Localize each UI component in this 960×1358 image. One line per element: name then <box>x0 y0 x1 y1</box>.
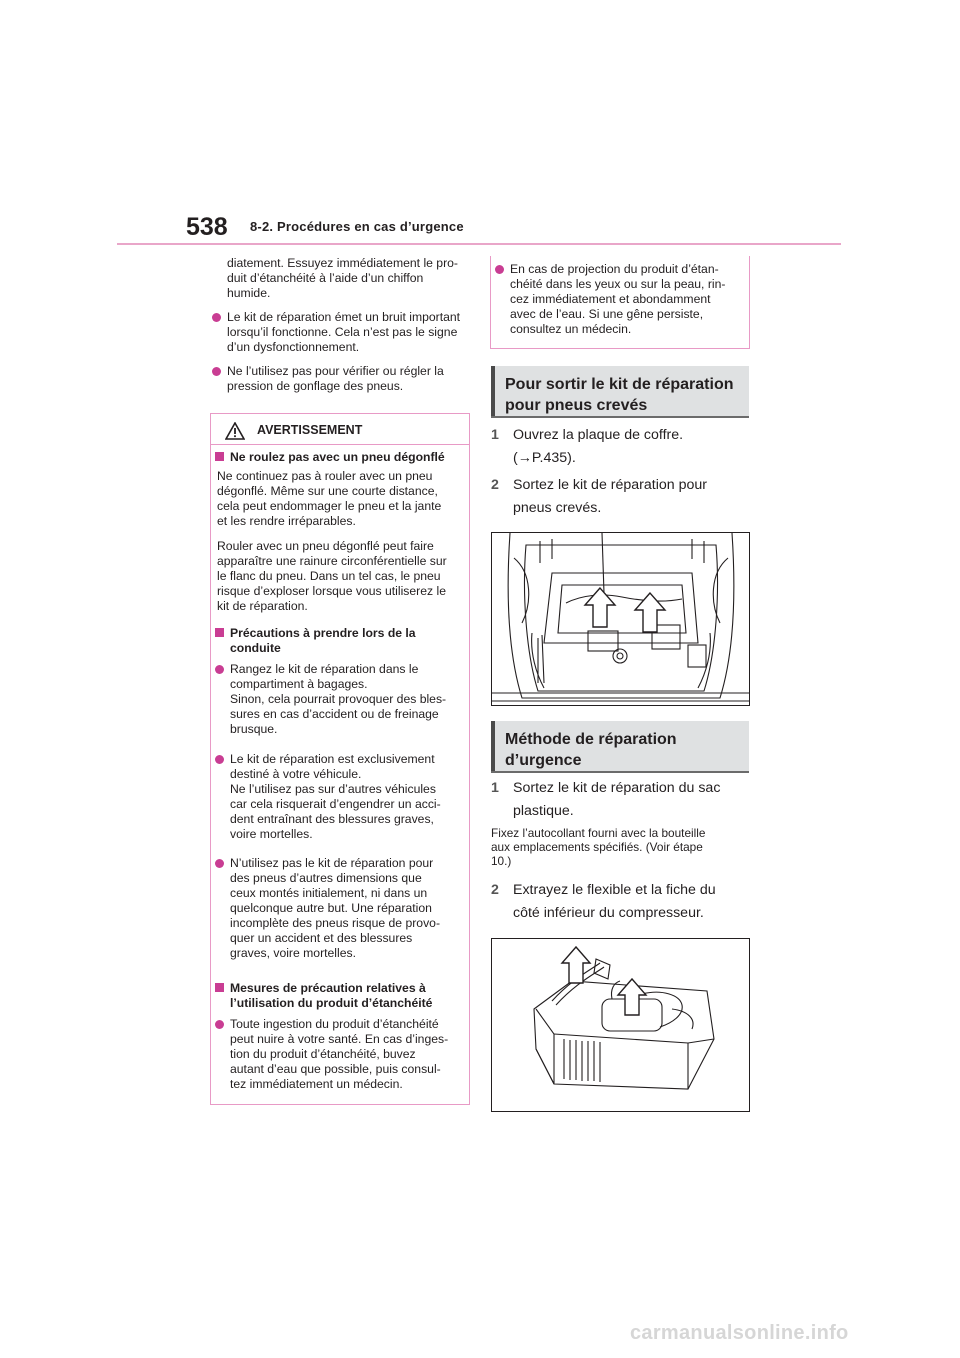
bullet-icon <box>215 665 224 674</box>
square-bullet-icon <box>215 452 224 461</box>
warning-section-heading: Précautions à prendre lors de la conduite <box>230 626 416 655</box>
up-arrow-icon <box>562 947 646 1015</box>
step-pull-out-hose <box>491 879 771 925</box>
header-rule <box>117 243 841 245</box>
warning-section-driving <box>215 626 480 656</box>
warning-section-sealant <box>215 981 480 1011</box>
heading-underline <box>491 416 749 418</box>
warning-section-heading: Ne roulez pas avec un pneu dégonflé <box>230 450 445 464</box>
warning-bullet-text: N’utilisez pas le kit de réparation pour des pneus d’autres dimensions que ceux montés initialement, ni dans un quelconque autre but. Une réparation incomplète des pneus risque de provo- quer un accident et des blessures graves, voire mortelles. <box>230 856 441 960</box>
bullet-icon <box>215 755 224 764</box>
continued-paragraph: diatement. Essuyez immédiatement le pro- duit d’étanchéité à l’aide d’un chiffon humide. <box>227 256 458 300</box>
bullet-text: Ne l’utilisez pas pour vérifier ou régler la pression de gonflage des pneus. <box>227 364 444 393</box>
warning-bullet <box>215 856 480 961</box>
warning-bullet <box>495 262 760 337</box>
heading-underline <box>491 771 749 773</box>
warning-triangle-icon <box>225 422 245 440</box>
continued-warning-box <box>490 256 750 349</box>
warning-title: AVERTISSEMENT <box>257 423 363 437</box>
warning-bullet <box>215 1017 480 1092</box>
step-text: Ouvrez la plaque de coffre. (→P.435). <box>513 427 684 466</box>
warning-header <box>211 414 469 445</box>
bullet-text: Le kit de réparation émet un bruit important lorsqu’il fonctionne. Cela n’est pas le signe d’un dysfonctionnement. <box>227 310 461 354</box>
warning-bullet <box>215 752 480 842</box>
bullet-icon <box>215 859 224 868</box>
square-bullet-icon <box>215 983 224 992</box>
step-text: Sortez le kit de réparation pour pneus crevés. <box>513 477 708 516</box>
warning-bullet-text: Le kit de réparation est exclusivement destiné à votre véhicule. Ne l’utilisez pas sur d’autres véhicules car cela risquerait d’engendrer un acci- dent entraînant des blessures graves, voire mortelles. <box>230 752 441 841</box>
step-text: Sortez le kit de réparation du sac plastique. <box>513 780 721 819</box>
bullet-icon <box>215 1020 224 1029</box>
bullet-icon <box>212 313 221 322</box>
bullet-noise <box>212 310 487 355</box>
page-number: 538 <box>186 213 228 241</box>
compressor-drawing <box>492 939 749 1111</box>
up-arrow-icon <box>585 588 665 632</box>
section-title: 8-2. Procédures en cas d’urgence <box>250 219 464 234</box>
square-bullet-icon <box>215 628 224 637</box>
step-note: Fixez l’autocollant fourni avec la bouteille aux emplacements spécifiés. (Voir étape 10.) <box>491 826 706 868</box>
step-number: 2 <box>491 477 499 493</box>
bullet-icon <box>495 265 504 274</box>
warning-bullet <box>215 662 480 737</box>
step-take-out-kit <box>491 474 771 520</box>
step-open-deck-board <box>491 424 771 470</box>
step-number: 1 <box>491 780 499 796</box>
bullet-pressure <box>212 364 487 394</box>
warning-section-flat-tire <box>215 450 480 465</box>
compressor-illustration <box>491 938 750 1112</box>
bullet-icon <box>212 367 221 376</box>
trunk-drawing <box>492 533 749 705</box>
step-number: 2 <box>491 882 499 898</box>
warning-paragraph: Rouler avec un pneu dégonflé peut faire apparaître une rainure circonférentielle sur le flanc du pneu. Dans un tel cas, le pneu risque d’exploser lorsque vous utiliserez le kit de réparation. <box>217 539 447 613</box>
section-heading-emergency-repair: Méthode de réparation d’urgence <box>491 721 749 772</box>
warning-bullet-text: En cas de projection du produit d’étan- chéité dans les yeux ou sur la peau, rin- cez immédiatement et abondamment avec de l’eau. Si une gêne persiste, consultez un médecin. <box>510 262 726 336</box>
warning-section-heading: Mesures de précaution relatives à l’utilisation du produit d’étanchéité <box>230 981 433 1010</box>
step-number: 1 <box>491 427 499 443</box>
watermark: carmanualsonline.info <box>630 1322 849 1344</box>
step-text: Extrayez le flexible et la fiche du côté inférieur du compresseur. <box>513 882 716 921</box>
warning-paragraph: Ne continuez pas à rouler avec un pneu dégonflé. Même sur une courte distance, cela peut endommager le pneu et la jante et les rendre irréparables. <box>217 469 442 528</box>
warning-box <box>210 413 470 1105</box>
step-remove-from-bag <box>491 777 771 823</box>
section-heading-remove-kit: Pour sortir le kit de réparation pour pneus crevés <box>491 366 749 417</box>
warning-bullet-text: Toute ingestion du produit d’étanchéité peut nuire à votre santé. En cas d’inges- tion du produit d’étanchéité, buvez autant d’eau que possible, puis consul- tez immédiatement un médecin. <box>230 1017 449 1091</box>
luggage-compartment-illustration <box>491 532 750 706</box>
warning-bullet-text: Rangez le kit de réparation dans le compartiment à bagages. Sinon, cela pourrait provoquer des bles- sures en cas d’accident ou de freinage brusque. <box>230 662 447 736</box>
